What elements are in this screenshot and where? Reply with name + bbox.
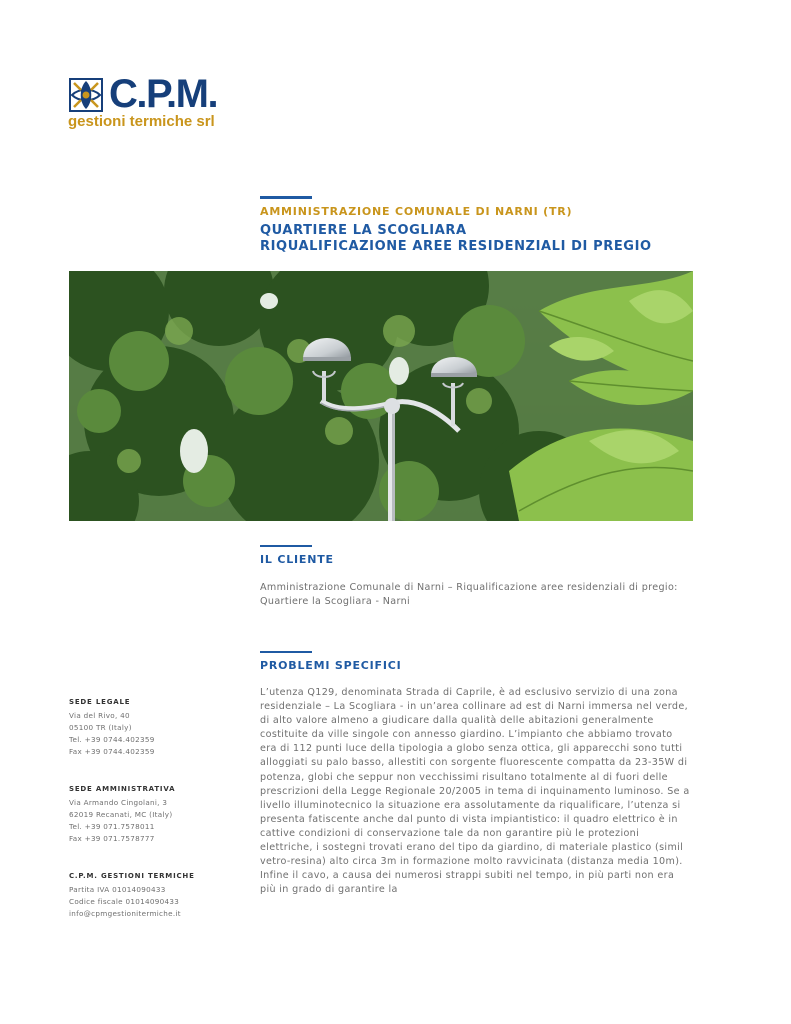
page-title-line-1: QUARTIERE LA SCOGLIARA bbox=[260, 223, 467, 238]
problems-heading: PROBLEMI SPECIFICI bbox=[260, 659, 402, 672]
legal-office-city: 05100 TR (Italy) bbox=[69, 723, 132, 732]
client-heading: IL CLIENTE bbox=[260, 553, 334, 566]
company-info-heading: C.P.M. GESTIONI TERMICHE bbox=[69, 872, 195, 880]
logo-emblem-icon bbox=[69, 78, 103, 112]
company-tax-code: Codice fiscale 01014090433 bbox=[69, 897, 180, 906]
sidebar-legal-office bbox=[69, 697, 219, 758]
company-logo bbox=[68, 72, 228, 136]
logo-tagline: gestioni termiche srl bbox=[68, 113, 215, 130]
admin-office-heading: SEDE AMMINISTRATIVA bbox=[69, 785, 176, 793]
admin-office-city: 62019 Recanati, MC (Italy) bbox=[69, 810, 173, 819]
logo-wordmark: C.P.M. bbox=[109, 72, 218, 116]
legal-office-heading: SEDE LEGALE bbox=[69, 698, 131, 706]
sidebar-company-info bbox=[69, 871, 219, 920]
hero-photo bbox=[69, 271, 693, 521]
admin-office-fax: Fax +39 071.7578777 bbox=[69, 834, 155, 843]
problems-description: L’utenza Q129, denominata Strada di Caprile, è ad esclusivo servizio di una zona residenziale – La Scogliara - in un’area collinare ad est di Narni immersa nel verde, di alto valore almeno a giudicare dalla qualità delle abitazioni generalmente costituite da ville singole con annesso giardino. L’impianto che abbiamo trovato era di 112 punti luce della tipologia a globo senza ottica, gli apparecchi sono tutti alloggiati su palo basso, allestiti con sorgente fluorescente compatta da 23-35W di potenza, globi che seppur non vecchissimi risultano totalmente al di fuori delle prescrizioni della Legge Regionale 20/2005 in tema di inquinamento luminoso. Se a livello illuminotecnico la situazione era assolutamente da riqualificare, l’utenza si presenta fatiscente anche dal punto di vista impiantistico: il quadro elettrico è in cattive condizioni di conservazione tale da non garantire più le protezioni elettriche, i sostegni trovati erano del tipo da giardino, di materiale plastico (simil vetro-resina) alto circa 3m in formazione molto ravvicinata (distanza media 10m). Infine il cavo, a causa dei numerosi strappi subiti nel tempo, in più parti non era più in grado di garantire la bbox=[260, 687, 690, 896]
street-lamp-illustration bbox=[69, 271, 693, 521]
client-section-rule bbox=[260, 545, 312, 547]
company-vat-number: Partita IVA 01014090433 bbox=[69, 885, 166, 894]
legal-office-fax: Fax +39 0744.402359 bbox=[69, 747, 155, 756]
client-organization-label: AMMINISTRAZIONE COMUNALE DI NARNI (TR) bbox=[260, 205, 573, 218]
client-description: Amministrazione Comunale di Narni – Riqualificazione aree residenziali di pregio: Quartiere la Scogliara - Narni bbox=[260, 582, 678, 608]
admin-office-address: Via Armando Cingolani, 3 bbox=[69, 798, 168, 807]
legal-office-address: Via del Rivo, 40 bbox=[69, 711, 130, 720]
problems-section-rule bbox=[260, 651, 312, 653]
page-title bbox=[260, 223, 652, 255]
company-email-link[interactable]: info@cpmgestionitermiche.it bbox=[69, 909, 181, 918]
page-title-line-2: RIQUALIFICAZIONE AREE RESIDENZIALI DI PREGIO bbox=[260, 239, 652, 254]
admin-office-phone: Tel. +39 071.7578011 bbox=[69, 822, 155, 831]
sidebar-admin-office bbox=[69, 784, 219, 845]
header-accent-rule bbox=[260, 196, 312, 199]
legal-office-phone: Tel. +39 0744.402359 bbox=[69, 735, 155, 744]
